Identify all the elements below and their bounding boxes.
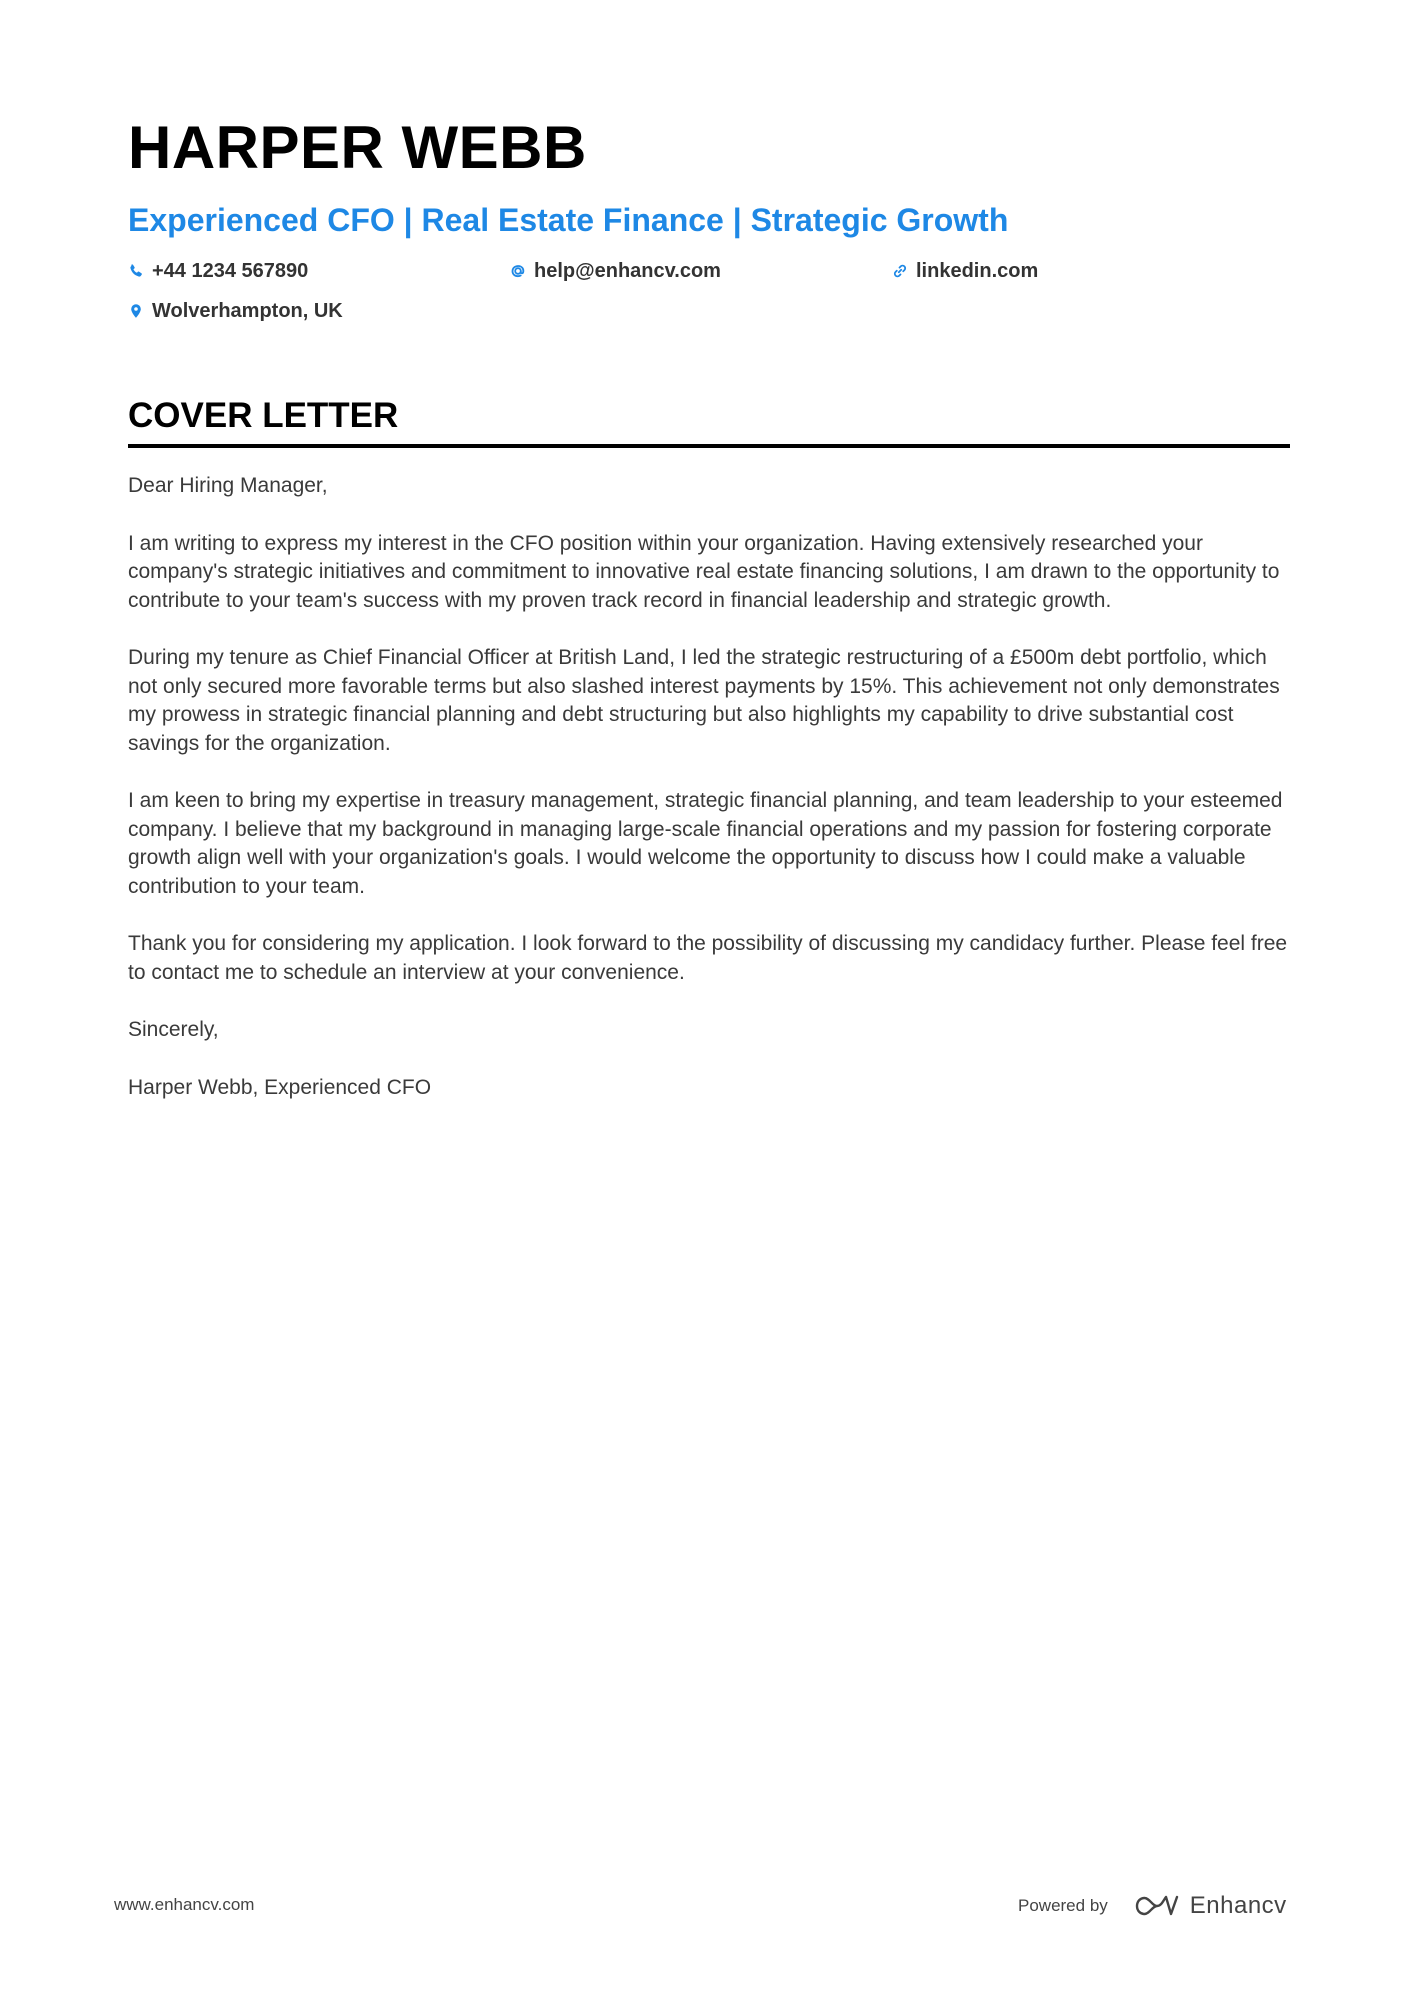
letter-paragraph-1: I am writing to express my interest in the CFO position within your organization. Having extensively researched your company's strategic initiatives and commitment to innovative real estate financing solutions, I am drawn to the opportunity to contribute to your team's success with my proven track record in financial leadership and strategic growth.: [128, 531, 1280, 612]
contact-linkedin[interactable]: [892, 256, 1274, 286]
contact-list: [128, 256, 1290, 326]
contact-email-value: help@enhancv.com: [534, 260, 721, 282]
section-title: COVER LETTER: [128, 396, 399, 435]
brand-logo[interactable]: [1134, 1892, 1287, 1920]
letter-paragraph-2: During my tenure as Chief Financial Officer at British Land, I led the strategic restructuring of a £500m debt portfolio, which not only secured more favorable terms but also slashed interest payments by 15%. This achievement not only demonstrates my prowess in strategic financial planning and debt structuring but also highlights my capability to drive substantial cost savings for the organization.: [128, 646, 1280, 755]
at-icon: [510, 263, 526, 279]
powered-by-label: Powered by: [1018, 1896, 1108, 1915]
footer-website[interactable]: www.enhancv.com: [114, 1895, 255, 1914]
footer-branding: [1018, 1892, 1287, 1920]
applicant-name: HARPER WEBB: [128, 114, 587, 181]
salutation: Dear Hiring Manager,: [128, 474, 328, 497]
contact-linkedin-value: linkedin.com: [916, 260, 1039, 282]
enhancv-logo-icon: [1134, 1893, 1180, 1919]
cover-letter-section: [128, 394, 1290, 1131]
letter-body: [128, 472, 1290, 1102]
contact-location: [128, 296, 510, 326]
section-divider: [128, 444, 1290, 448]
brand-name: Enhancv: [1189, 1892, 1287, 1919]
contact-email[interactable]: [510, 256, 892, 286]
location-pin-icon: [128, 303, 144, 319]
closing: Sincerely,: [128, 1018, 219, 1041]
contact-location-value: Wolverhampton, UK: [152, 300, 343, 322]
signature: Harper Webb, Experienced CFO: [128, 1075, 432, 1099]
letter-paragraph-3: I am keen to bring my expertise in treasury management, strategic financial planning, and team leadership to your esteemed company. I believe that my background in managing large-scale financial operations and my passion for fostering corporate growth align well with your organization's goals. I would welcome the opportunity to discuss how I could make a valuable contribution to your team.: [128, 789, 1283, 898]
contact-phone[interactable]: [128, 256, 510, 286]
headline: Experienced CFO | Real Estate Finance | Strategic Growth: [128, 202, 1009, 238]
phone-icon: [128, 263, 144, 279]
header: [128, 112, 1290, 326]
contact-phone-value: +44 1234 567890: [152, 260, 309, 282]
letter-paragraph-4: Thank you for considering my application. I look forward to the possibility of discussing my candidacy further. Please feel free to contact me to schedule an interview at your convenience.: [128, 932, 1288, 984]
link-icon: [892, 263, 908, 279]
